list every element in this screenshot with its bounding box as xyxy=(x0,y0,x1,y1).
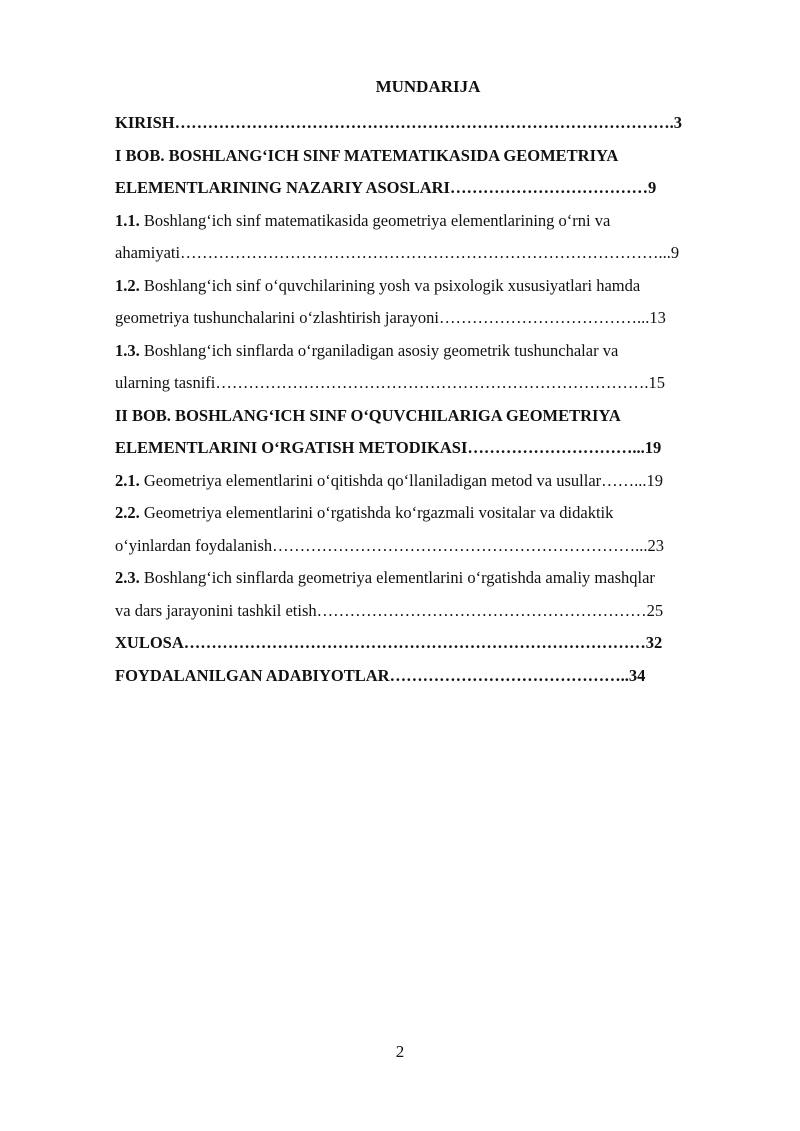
table-of-contents xyxy=(115,75,741,692)
section-title: Geometriya elementlarini o‘rgatishda ko‘rgazmali vositalar va didaktik xyxy=(139,503,614,522)
section-number: 1.3. xyxy=(115,340,140,360)
toc-entry-1-1-line2: ahamiyati……………………………………………………………………………...9 xyxy=(115,243,680,262)
section-number: 1.2. xyxy=(115,275,140,295)
toc-entry-2-3-line2: va dars jarayonini tashkil etish……………………………………………………25 xyxy=(115,600,664,620)
section-title: Boshlang‘ich sinf matematikasida geometriya elementlarining o‘rni va xyxy=(139,210,611,230)
toc-entry-kirish: KIRISH……………………………………………………………………………….3 xyxy=(115,113,682,132)
section-number: 2.3. xyxy=(115,568,140,587)
page-number: 2 xyxy=(395,1042,405,1061)
toc-entry-2-2-line2: o‘yinlardan foydalanish…………………………………………………………...23 xyxy=(115,535,665,555)
section-number: 2.2. xyxy=(115,503,140,522)
toc-entry-bob1-line1: I BOB. BOSHLANG‘ICH SINF MATEMATIKASIDA GEOMETRIYA xyxy=(115,145,619,165)
toc-entry-bob2-line1: II BOB. BOSHLANG‘ICH SINF O‘QUVCHILARIGA GEOMETRIYA xyxy=(115,405,621,425)
section-number: 1.1. xyxy=(115,210,140,230)
toc-entry-2-2-line1 xyxy=(115,497,741,530)
section-title: Boshlang‘ich sinflarda geometriya elementlarini o‘rgatishda amaliy mashqlar xyxy=(139,568,655,587)
section-number: 2.1. xyxy=(115,470,140,490)
toc-entry-2-1-line1 xyxy=(115,465,741,498)
section-title: Geometriya elementlarini o‘qitishda qo‘llaniladigan metod va usullar……...19 xyxy=(139,470,664,490)
toc-title: MUNDARIJA xyxy=(375,77,481,96)
toc-entry-adabiyotlar: FOYDALANILGAN ADABIYOTLAR……………………………………..34 xyxy=(115,665,646,685)
section-title: Boshlang‘ich sinf o‘quvchilarining yosh va psixologik xususiyatlari hamda xyxy=(139,275,641,295)
toc-entry-1-2-line1 xyxy=(115,270,741,303)
toc-entry-1-3-line1 xyxy=(115,335,741,368)
toc-entry-xulosa: XULOSA…………………………………………………………………………32 xyxy=(115,633,663,652)
toc-entry-2-3-line1 xyxy=(115,562,741,595)
toc-entry-1-3-line2: ularning tasnifi…………………………………………………………………….15 xyxy=(115,373,665,392)
toc-entry-1-2-line2: geometriya tushunchalarini o‘zlashtirish jarayoni………………………………...13 xyxy=(115,308,666,327)
toc-entry-bob1-line2: ELEMENTLARINING NAZARIY ASOSLARI………………………………9 xyxy=(115,178,657,197)
section-title: Boshlang‘ich sinflarda o‘rganiladigan asosiy geometrik tushunchalar va xyxy=(139,340,619,360)
toc-entry-1-1-line1 xyxy=(115,205,741,238)
toc-entry-bob2-line2: ELEMENTLARINI O‘RGATISH METODIKASI…………………………...19 xyxy=(115,438,662,457)
